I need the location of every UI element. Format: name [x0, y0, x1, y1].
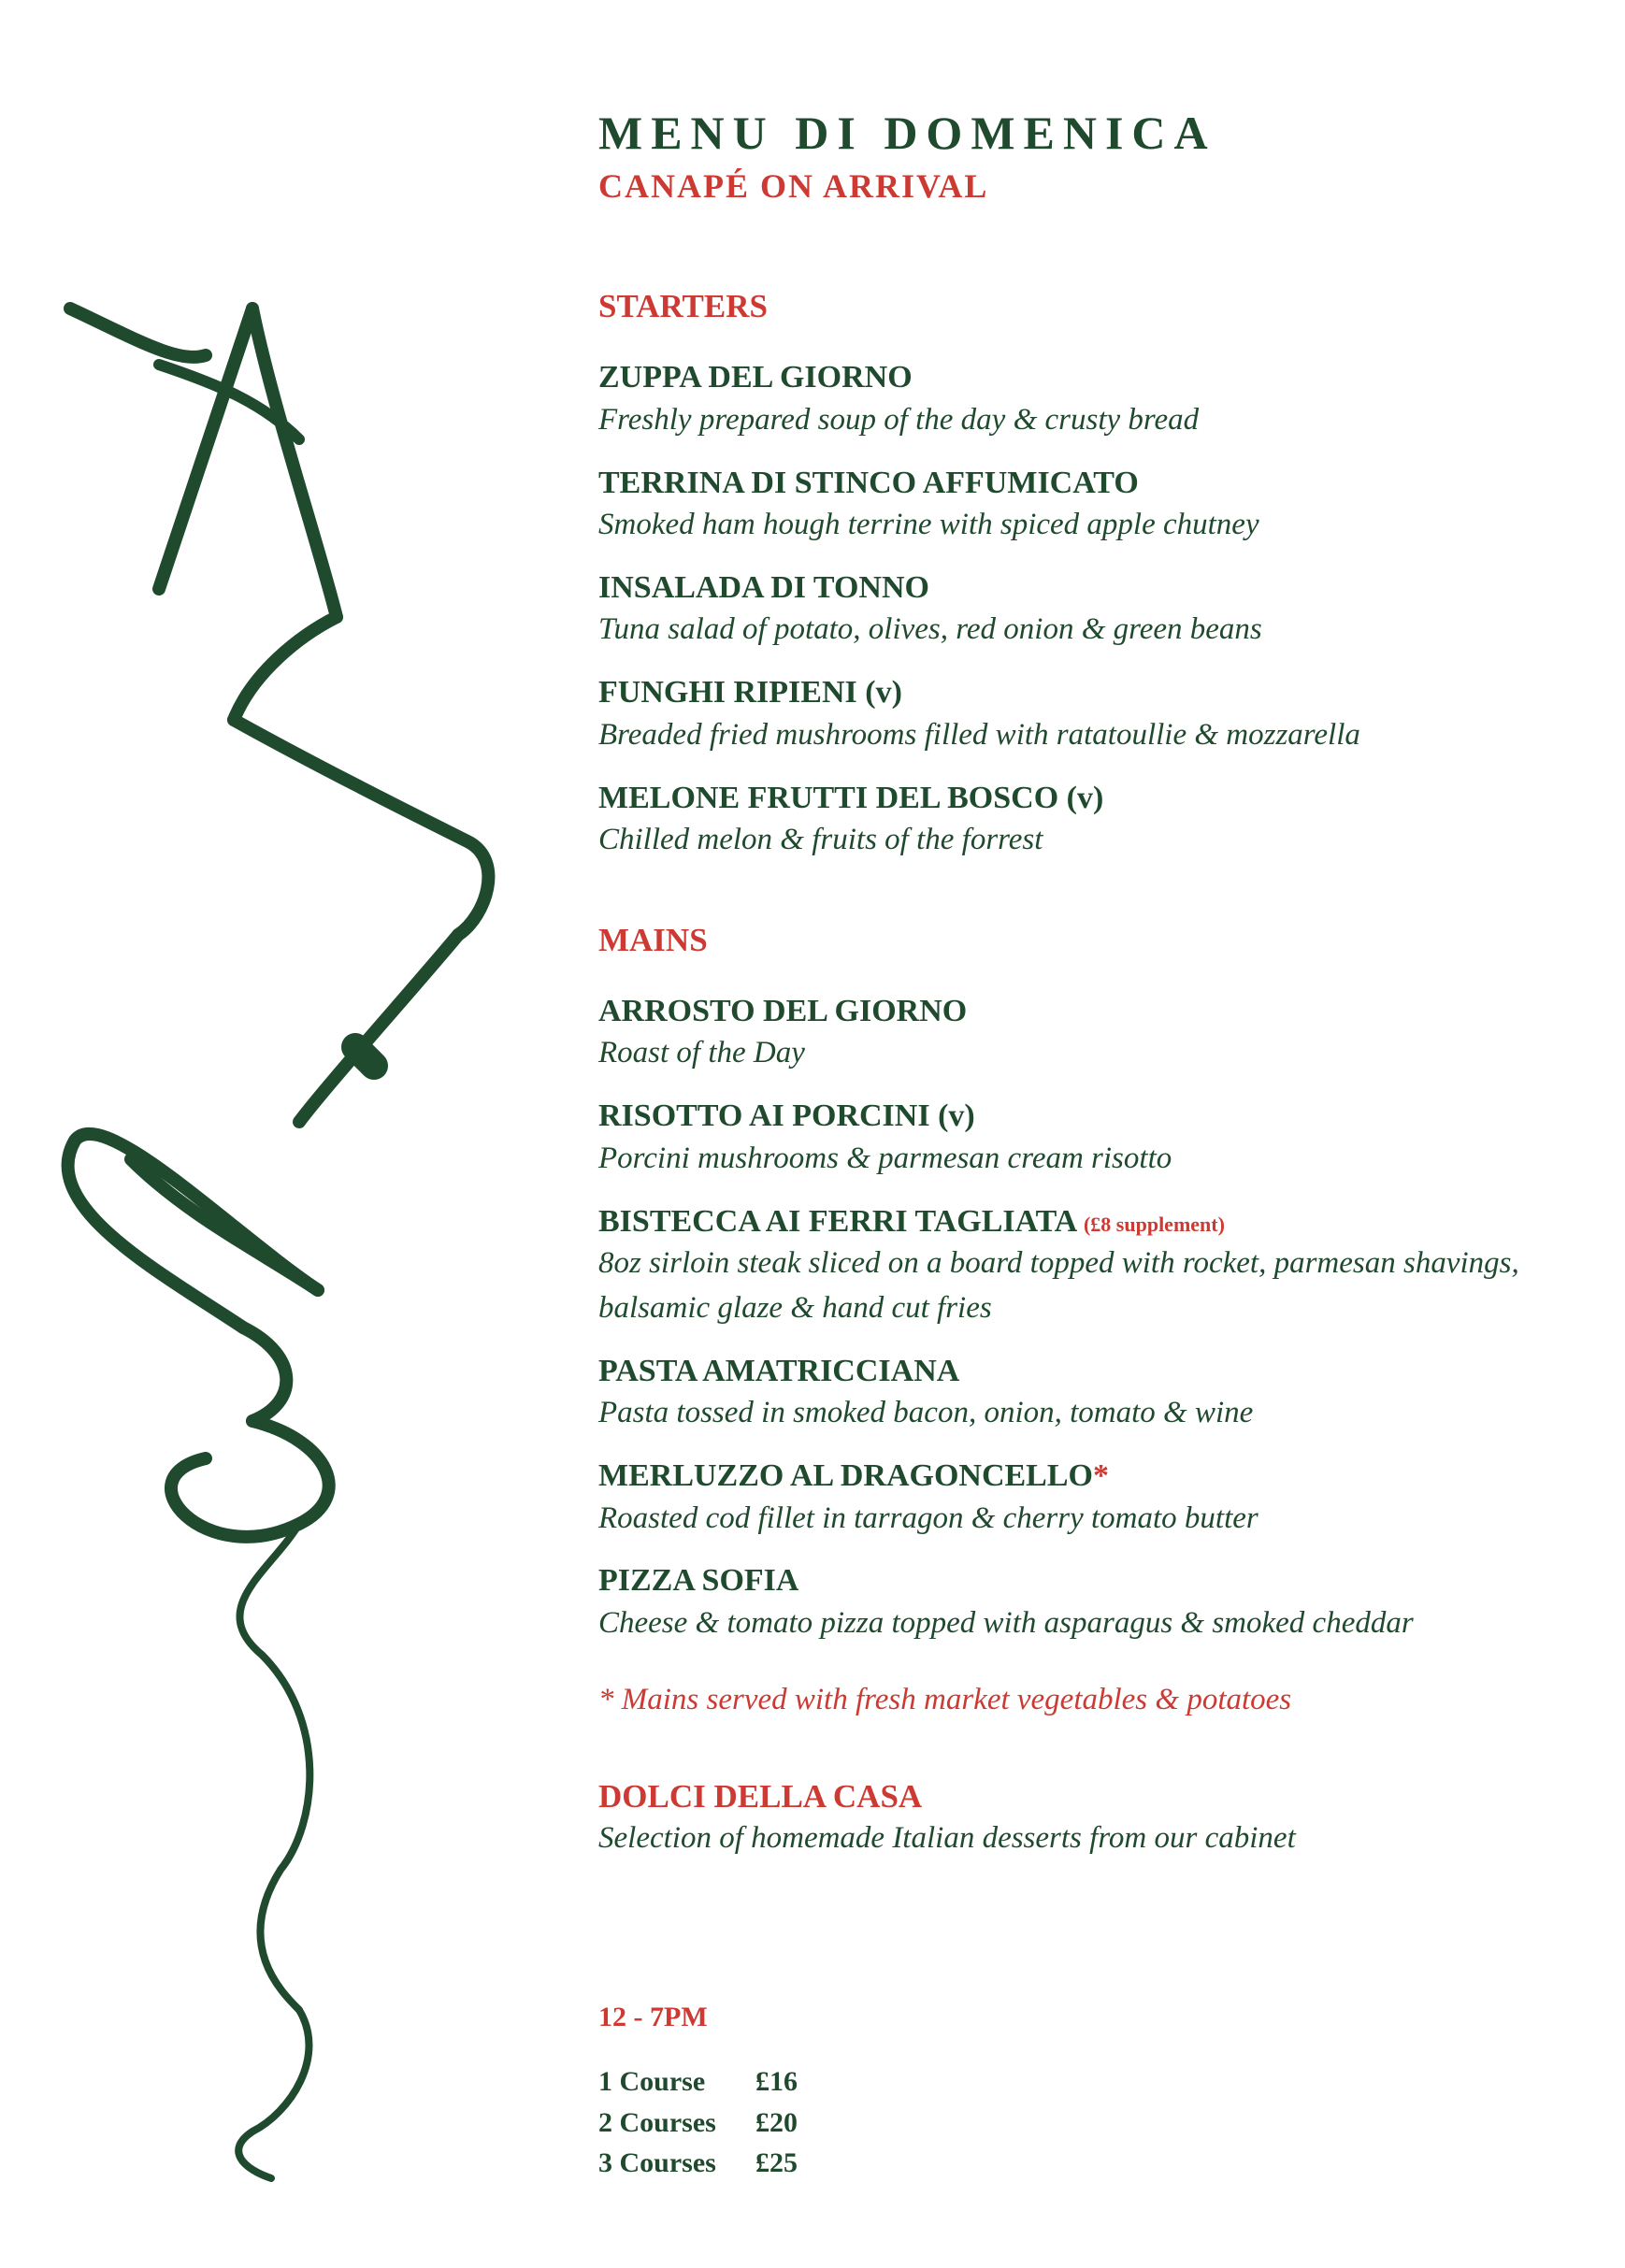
item-name: MERLUZZO AL DRAGONCELLO	[598, 1458, 1093, 1494]
menu-item	[598, 1457, 1589, 1541]
item-description: Roasted cod fillet in tarragon & cherry tomato butter	[598, 1500, 1258, 1535]
supplement-note: (£8 supplement)	[1083, 1212, 1225, 1236]
item-name: BISTECCA AI FERRI TAGLIATA	[598, 1203, 1076, 1239]
starters-heading: STARTERS	[598, 288, 768, 325]
item-description: Freshly prepared soup of the day & crusty bread	[598, 402, 1200, 437]
menu-item	[598, 1561, 1589, 1645]
mains-heading: MAINS	[598, 921, 708, 958]
serving-hours: 12 - 7PM	[598, 2002, 708, 2033]
menu-content	[598, 105, 1589, 2184]
item-name: ARROSTO DEL GIORNO	[598, 993, 968, 1028]
item-description: Smoked ham hough terrine with spiced apple chutney	[598, 508, 1259, 542]
price-row	[598, 2061, 1589, 2103]
item-description: Tuna salad of potato, olives, red onion & green beans	[598, 612, 1262, 647]
course-label: 2 Courses	[598, 2106, 716, 2138]
menu-item	[598, 1352, 1589, 1436]
menu-item	[598, 464, 1589, 548]
dolci-heading: DOLCI DELLA CASA	[598, 1777, 923, 1815]
item-description: Chilled melon & fruits of the forrest	[598, 823, 1043, 857]
price-row	[598, 2103, 1589, 2144]
menu-subtitle: CANAPÉ ON ARRIVAL	[598, 167, 989, 205]
item-name: RISOTTO AI PORCINI (v)	[598, 1098, 975, 1134]
course-label: 3 Courses	[598, 2147, 716, 2179]
menu-item	[598, 1097, 1589, 1181]
item-description: Pasta tossed in smoked bacon, onion, tomato & wine	[598, 1396, 1254, 1430]
menu-title: MENU DI DOMENICA	[598, 107, 1216, 159]
menu-item	[598, 673, 1589, 757]
menu-item	[598, 1202, 1589, 1331]
item-name: INSALADA DI TONNO	[598, 569, 929, 605]
course-label: 1 Course	[598, 2066, 706, 2098]
item-description: Cheese & tomato pizza topped with asparagus & smoked cheddar	[598, 1605, 1414, 1640]
price-row	[598, 2143, 1589, 2184]
course-price: £16	[755, 2066, 798, 2098]
course-price: £25	[755, 2147, 798, 2179]
item-name: PIZZA SOFIA	[598, 1563, 799, 1599]
menu-item	[598, 992, 1589, 1076]
item-name-with-supplement	[598, 1202, 1589, 1242]
item-description: 8oz sirloin steak sliced on a board topped with rocket, parmesan shavings,	[598, 1246, 1519, 1281]
course-price: £20	[755, 2106, 798, 2138]
item-description-continued: balsamic glaze & hand cut fries	[598, 1290, 992, 1325]
item-name: FUNGHI RIPIENI (v)	[598, 675, 902, 711]
price-list	[598, 2061, 1589, 2184]
item-name: ZUPPA DEL GIORNO	[598, 360, 913, 395]
dolci-description: Selection of homemade Italian desserts from our cabinet	[598, 1821, 1296, 1856]
menu-item	[598, 568, 1589, 653]
item-name-with-asterisk	[598, 1457, 1589, 1497]
item-description: Breaded fried mushrooms filled with ratatoullie & mozzarella	[598, 717, 1360, 752]
handwritten-logo	[19, 280, 542, 2188]
menu-item	[598, 779, 1589, 863]
menu-item	[598, 358, 1589, 442]
item-description: Roast of the Day	[598, 1036, 805, 1070]
asterisk-mark: *	[1092, 1458, 1109, 1494]
item-name: TERRINA DI STINCO AFFUMICATO	[598, 465, 1139, 500]
item-name: MELONE FRUTTI DEL BOSCO (v)	[598, 780, 1104, 815]
mains-note: * Mains served with fresh market vegetables & potatoes	[598, 1682, 1292, 1716]
item-name: PASTA AMATRICCIANA	[598, 1353, 960, 1388]
item-description: Porcini mushrooms & parmesan cream risotto	[598, 1141, 1172, 1175]
